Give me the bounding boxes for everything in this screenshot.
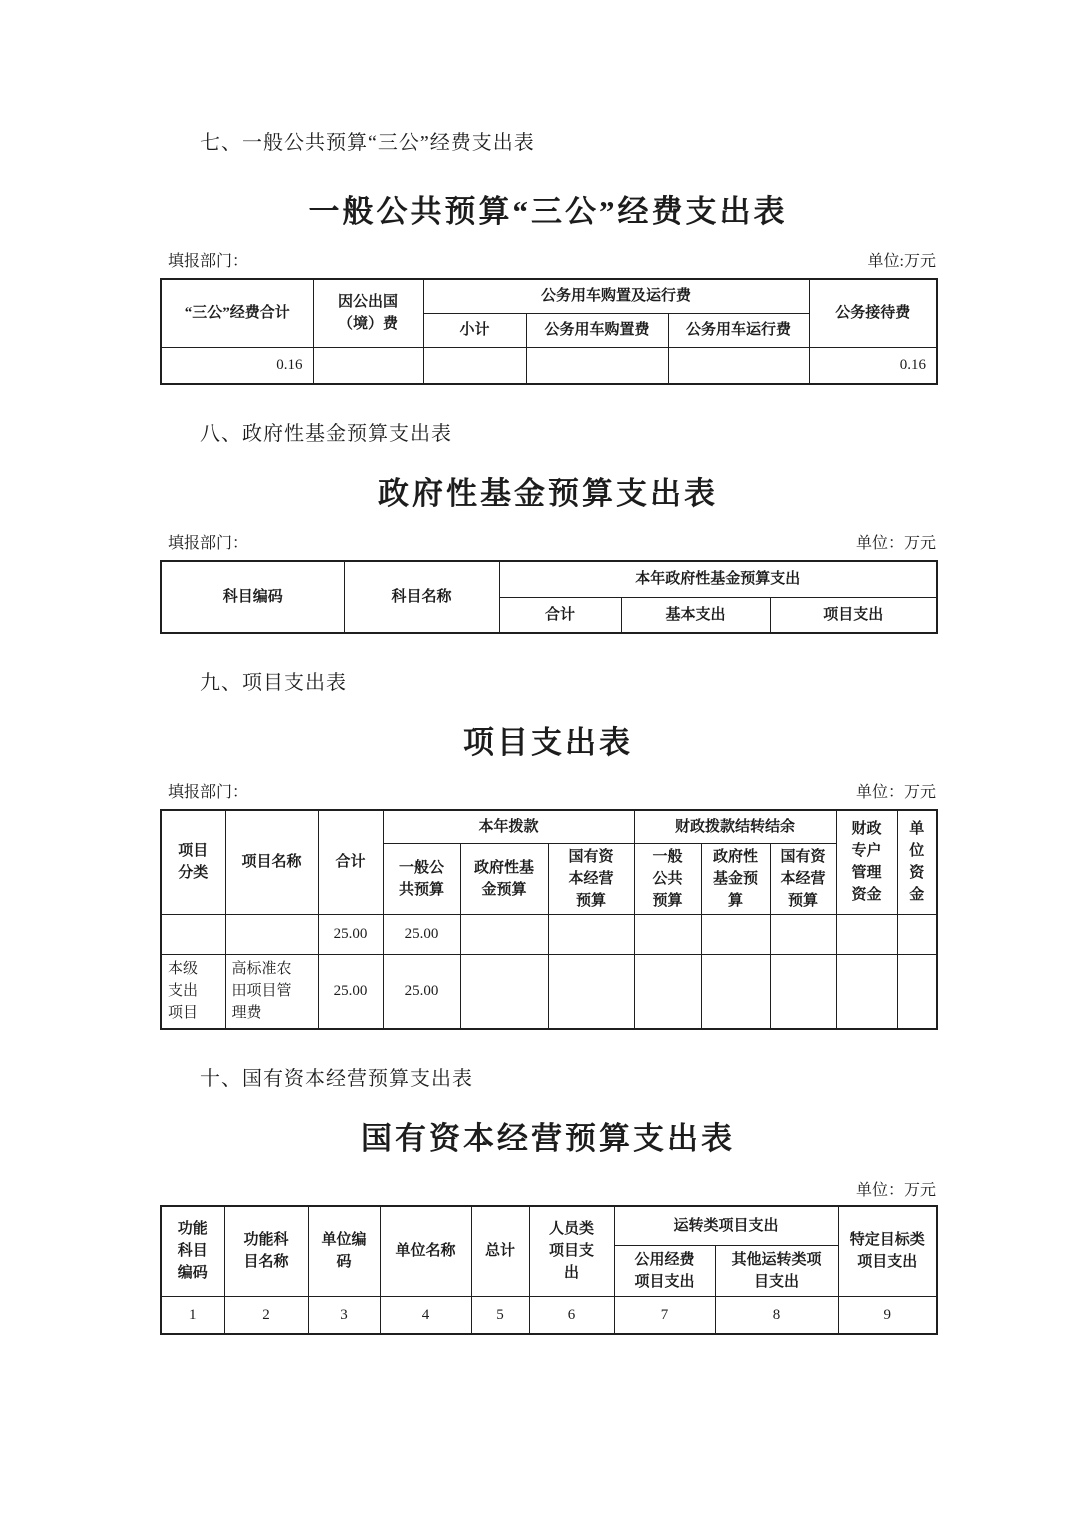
header-operation-group: 运转类项目支出 (614, 1206, 838, 1245)
header-subject-code: 科目编码 (161, 561, 344, 633)
unit-label: 单位：万元 (855, 784, 936, 801)
cell-abroad-fee (313, 347, 423, 384)
unit-label: 单位：万元 (855, 1182, 936, 1199)
table-row (161, 347, 937, 384)
section-10 (160, 1066, 936, 1335)
header-grand-total: 总计 (471, 1206, 529, 1296)
sangong-table-title: 一般公共预算“三公”经费支出表 (308, 194, 788, 229)
header-cur-general-budget: 一般公共预算 (383, 843, 460, 914)
project-meta-row (160, 783, 936, 803)
govfund-table (160, 560, 938, 634)
header-fiscal-special-account: 财政专户管理资金 (836, 810, 897, 914)
cell-total: 25.00 (318, 914, 383, 954)
header-current-appropriation-group: 本年拨款 (383, 810, 634, 843)
header-specific-target-expense: 特定目标类项目支出 (838, 1206, 937, 1296)
cell-cur-govfund (460, 914, 548, 954)
sangong-meta-row (160, 252, 936, 272)
cell-fiscal-special (836, 914, 897, 954)
cell-col-index-1: 1 (161, 1296, 224, 1334)
cell-cur-statecap (548, 954, 634, 1029)
section-8 (160, 421, 936, 634)
header-abroad-fee: 因公出国（境）费 (313, 279, 423, 347)
document-content (160, 0, 936, 1335)
cell-unit-funds (897, 914, 937, 954)
table-row (161, 954, 937, 1029)
cell-co-govfund (701, 954, 770, 1029)
statecap-meta-row (160, 1181, 936, 1201)
project-table-title: 项目支出表 (463, 725, 633, 760)
cell-vehicle-subtotal (423, 347, 526, 384)
cell-name (225, 914, 318, 954)
header-co-statecap-budget: 国有资本经营预算 (770, 843, 836, 914)
header-govfund-basic: 基本支出 (621, 597, 770, 633)
cell-cur-general: 25.00 (383, 954, 460, 1029)
table-row (161, 1296, 937, 1334)
cell-cur-general: 25.00 (383, 914, 460, 954)
section-10-heading: 十、国有资本经营预算支出表 (200, 1068, 473, 1090)
section-7 (160, 130, 936, 385)
cell-col-index-5: 5 (471, 1296, 529, 1334)
dept-label: 填报部门： (168, 253, 249, 270)
cell-vehicle-operation (668, 347, 809, 384)
dept-label: 填报部门： (168, 784, 249, 801)
header-vehicle-purchase: 公务用车购置费 (526, 313, 668, 347)
header-co-govfund-budget: 政府性基金预算 (701, 843, 770, 914)
header-carryover-group: 财政拨款结转结余 (634, 810, 836, 843)
header-project-category: 项目分类 (161, 810, 225, 914)
header-personnel-expense: 人员类项目支出 (529, 1206, 614, 1296)
cell-col-index-2: 2 (224, 1296, 308, 1334)
table-row (161, 914, 937, 954)
cell-co-statecap (770, 914, 836, 954)
cell-category (161, 914, 225, 954)
section-9-heading: 九、项目支出表 (200, 672, 347, 694)
header-func-subject-name: 功能科目名称 (224, 1206, 308, 1296)
statecap-table (160, 1205, 938, 1335)
cell-col-index-7: 7 (614, 1296, 715, 1334)
govfund-meta-row (160, 534, 936, 554)
govfund-table-title: 政府性基金预算支出表 (378, 476, 718, 511)
header-other-operation-expense: 其他运转类项目支出 (715, 1245, 838, 1296)
cell-col-index-3: 3 (308, 1296, 380, 1334)
cell-col-index-6: 6 (529, 1296, 614, 1334)
section-8-heading: 八、政府性基金预算支出表 (200, 423, 452, 445)
sangong-table (160, 278, 938, 385)
cell-fiscal-special (836, 954, 897, 1029)
cell-col-index-8: 8 (715, 1296, 838, 1334)
header-cur-statecap-budget: 国有资本经营预算 (548, 843, 634, 914)
cell-co-statecap (770, 954, 836, 1029)
cell-category: 本级支出项目 (161, 954, 225, 1029)
section-7-heading: 七、一般公共预算“三公”经费支出表 (200, 132, 535, 154)
header-subject-name: 科目名称 (344, 561, 499, 633)
cell-reception-fee: 0.16 (809, 347, 937, 384)
unit-label: 单位:万元 (867, 253, 936, 270)
header-year-govfund-group: 本年政府性基金预算支出 (499, 561, 937, 597)
header-sangong-total: “三公”经费合计 (161, 279, 313, 347)
header-cur-govfund-budget: 政府性基金预算 (460, 843, 548, 914)
cell-unit-funds (897, 954, 937, 1029)
cell-cur-statecap (548, 914, 634, 954)
header-co-general-budget: 一般公共预算 (634, 843, 701, 914)
header-unit-name: 单位名称 (380, 1206, 471, 1296)
statecap-table-title: 国有资本经营预算支出表 (361, 1121, 735, 1156)
header-govfund-project: 项目支出 (770, 597, 937, 633)
cell-co-general (634, 914, 701, 954)
cell-name: 高标准农田项目管理费 (225, 954, 318, 1029)
header-vehicle-group: 公务用车购置及运行费 (423, 279, 809, 313)
header-project-total: 合计 (318, 810, 383, 914)
cell-total: 25.00 (318, 954, 383, 1029)
dept-label: 填报部门： (168, 535, 249, 552)
cell-col-index-9: 9 (838, 1296, 937, 1334)
header-project-name: 项目名称 (225, 810, 318, 914)
header-unit-funds: 单位资金 (897, 810, 937, 914)
project-table (160, 809, 938, 1030)
cell-vehicle-purchase (526, 347, 668, 384)
header-reception-fee: 公务接待费 (809, 279, 937, 347)
cell-sangong-total: 0.16 (161, 347, 313, 384)
unit-label: 单位：万元 (855, 535, 936, 552)
header-govfund-total: 合计 (499, 597, 621, 633)
header-vehicle-operation: 公务用车运行费 (668, 313, 809, 347)
cell-co-govfund (701, 914, 770, 954)
header-unit-code: 单位编码 (308, 1206, 380, 1296)
header-vehicle-subtotal: 小计 (423, 313, 526, 347)
cell-cur-govfund (460, 954, 548, 1029)
header-public-funds-expense: 公用经费项目支出 (614, 1245, 715, 1296)
section-9 (160, 670, 936, 1030)
cell-col-index-4: 4 (380, 1296, 471, 1334)
header-func-subject-code: 功能科目编码 (161, 1206, 224, 1296)
cell-co-general (634, 954, 701, 1029)
